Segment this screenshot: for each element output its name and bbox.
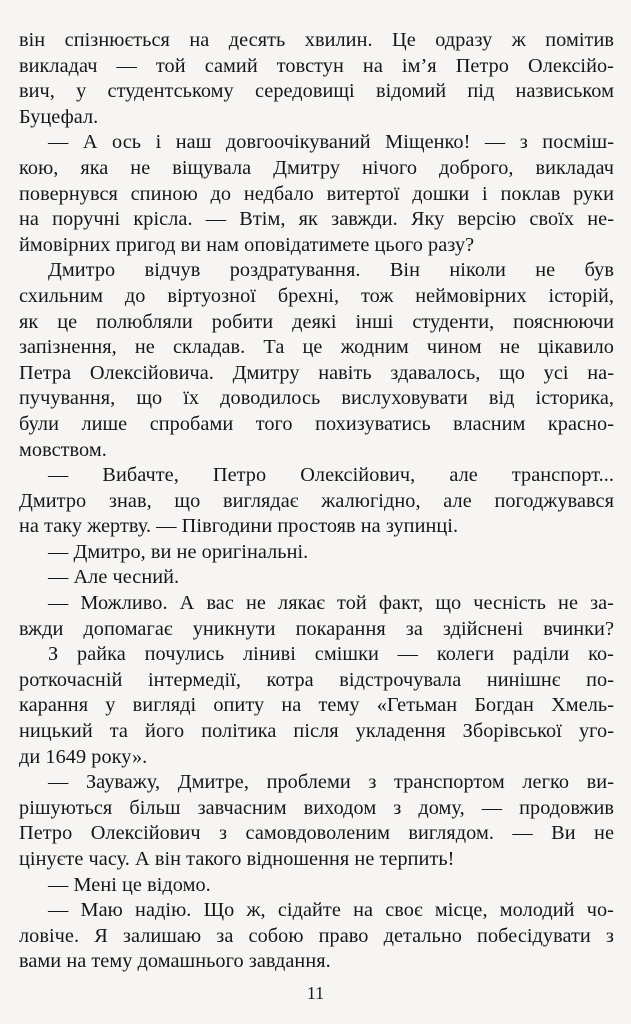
text-line: — Зауважу, Дмитре, проблеми з транспортом легко ви-	[48, 771, 614, 794]
text-line: вич, у студентському середовищі відомий під назвиськом	[19, 80, 614, 103]
text-line: пучування, що їх доводилось вислуховувати від історика,	[19, 387, 614, 410]
text-line: ловіче. Я залишаю за собою право детально побесідувати з	[19, 924, 614, 947]
text-line: на таку жертву. — Півгодини простояв на зупинці.	[19, 515, 459, 538]
text-line: — Але чесний.	[48, 566, 180, 589]
text-line: мовством.	[19, 438, 107, 461]
text-line: Петра Олексійовича. Дмитру навіть здавалось, що усі на-	[19, 361, 614, 384]
text-line: Дмитро відчув роздратування. Він ніколи не був	[48, 259, 614, 282]
text-line: — Мені це відомо.	[48, 873, 211, 896]
text-line: він спізнюється на десять хвилин. Це одразу ж помітив	[19, 29, 614, 51]
text-line: роткочасній інтермедії, котра відстрочувала нинішнє по-	[19, 668, 614, 691]
page-number: 11	[306, 983, 325, 1003]
text-line: цінуєте часу. А він такого відношення не терпить!	[19, 848, 455, 870]
text-line: — Маю надію. Що ж, сідайте на своє місце, молодий чо-	[48, 899, 614, 922]
text-line: були лише спробами того похизуватись власним красно-	[19, 412, 614, 435]
text-line: повернувся спиною до недбало витертої дошки і поклав руки	[19, 182, 614, 205]
text-line: — А ось і наш довгоочікуваний Міщенко! — з посміш-	[48, 131, 614, 154]
text-line: як це полюбляли робити деякі інші студенти, пояснюючи	[19, 310, 614, 333]
text-line: — Дмитро, ви не оригінальні.	[48, 540, 309, 563]
text-line: викладач — той самий товстун на ім’я Петро Олексійо-	[19, 54, 614, 77]
text-line: карання у вигляді опиту на тему «Гетьман Богдан Хмель-	[19, 694, 614, 717]
text-line: Петро Олексійович з самовдоволеним виглядом. — Ви не	[19, 822, 614, 845]
text-line: вами на тему домашнього завдання.	[19, 950, 331, 973]
text-line: на поручні крісла. — Втім, як завжди. Яку версію своїх не-	[19, 208, 614, 231]
text-line: — Вибачте, Петро Олексійович, але транспорт...	[48, 464, 614, 487]
text-line: Буцефал.	[19, 105, 99, 128]
text-line: ймовірних пригод ви нам оповідатимете цього разу?	[19, 233, 475, 256]
text-line: ницький та його політика після укладення Зборівської уго-	[19, 720, 614, 743]
text-line: вжди допомагає уникнути покарання за здійснені вчинки?	[19, 617, 614, 640]
text-line: Дмитро знав, що виглядає жалюгідно, але погоджувався	[19, 489, 614, 512]
text-line: кою, яка не віщувала Дмитру нічого доброго, викладач	[19, 156, 614, 179]
text-line: — Можливо. А вас не лякає той факт, що чесність не за-	[48, 592, 614, 615]
text-line: запізнення, не складав. Та це жодним чином не цікавило	[19, 336, 614, 359]
text-line: схильним до віртуозної брехні, тож неймовірних історій,	[19, 284, 614, 307]
text-line: З райка почулись ліниві смішки — колеги раділи ко-	[48, 643, 614, 666]
text-line: рішуються більш завчасним виходом з дому, — продовжив	[19, 796, 614, 819]
page-text	[19, 28, 614, 975]
text-line: ди 1649 року».	[19, 745, 148, 768]
